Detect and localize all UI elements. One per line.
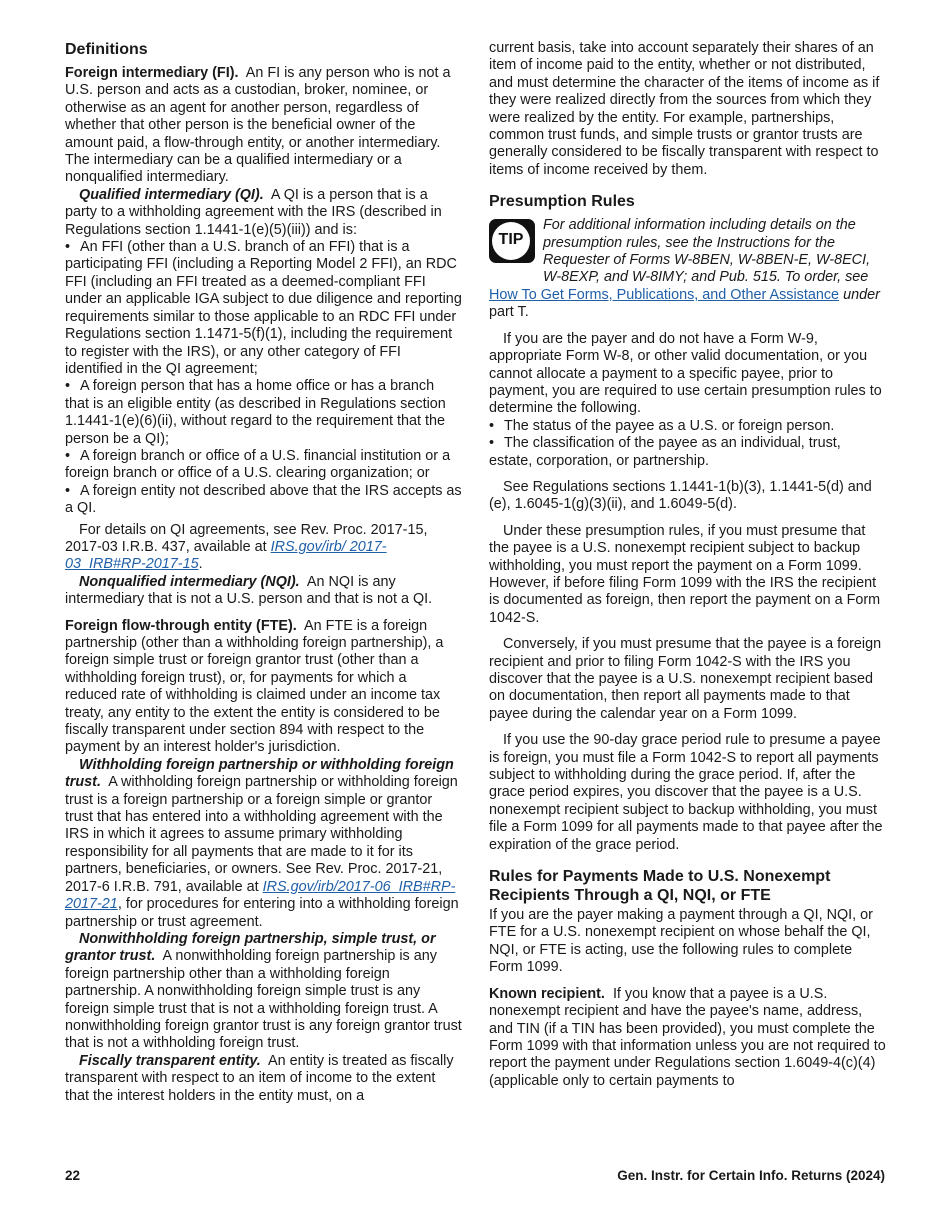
qi-bullet-2: • A foreign person that has a home office or has a branch that is an eligible entity (as described in Regulations section 1.1441-1(e)(6)(ii), without regard to the requirement that the person be a QI); bbox=[65, 378, 446, 447]
presumption-paragraph-5: If you use the 90-day grace period rule to presume a payee is foreign, you must file a Form 1042-S to report all payments subject to withholding during the grace period. If, after the grace period expires, you discover that the payee is a U.S. nonexempt recipient subject to backup withholding, you must file a Form 1099 for all payments made to that payee after the expiration of the grace period. bbox=[489, 732, 883, 853]
fi-term: Foreign intermediary (FI). bbox=[65, 65, 239, 81]
fi-definition bbox=[65, 65, 462, 187]
rules-paragraph: If you are the payer making a payment through a QI, NQI, or FTE for a U.S. nonexempt recipient on whose behalf the QI, NQI, or FTE is acting, use the following rules to complete Form 1099. bbox=[489, 907, 873, 976]
presumption-rules-heading: Presumption Rules bbox=[489, 193, 635, 211]
presumption-paragraph-2: See Regulations sections 1.1441-1(b)(3), 1.1441-5(d) and (e), 1.6045-1(g)(3)(ii), and 1.6049-5(d). bbox=[489, 478, 872, 513]
presumption-paragraph-4: Conversely, if you must presume that the payee is a foreign recipient and prior to filing Form 1042-S with the IRS you discover that the payee is a U.S. nonexempt recipient based on documentation, then report all payments made to that payee during the calendar year on a Form 1099. bbox=[489, 636, 882, 722]
qi-bullet-4: • A foreign entity not described above that the IRS accepts as a QI. bbox=[65, 482, 462, 517]
right-column bbox=[489, 40, 886, 1090]
tip-icon: TIP bbox=[489, 219, 535, 263]
fiscally-transparent-definition: Fiscally transparent entity. An entity is treated as fiscally transparent with respect to an item of income to the extent that the interest holders in the entity must, on a bbox=[65, 1052, 454, 1104]
known-recipient-term: Known recipient. bbox=[489, 985, 605, 1002]
nqi-term: Nonqualified intermediary (NQI). bbox=[79, 573, 300, 590]
bullet-icon: • bbox=[65, 378, 71, 395]
fi-text: An FI is any person who is not a U.S. person and acts as a custodian, broker, nominee, or otherwise as an agent for another person, regardless of whether that other person is the beneficial owner of the amount paid, a flow-through entity, or another intermediary. The intermediary can be a qualified intermediary or a nonqualified intermediary. bbox=[65, 65, 451, 186]
page-number: 22 bbox=[65, 1168, 81, 1183]
qi-term: Qualified intermediary (QI). bbox=[79, 186, 264, 203]
presumption-paragraph-1: If you are the payer and do not have a Form W-9, appropriate Form W-8, or other valid documentation, or you cannot allocate a payment to a specific payee, prior to payment, you are required to use certain presumption rules to determine the following. bbox=[489, 330, 882, 417]
qi-definition bbox=[65, 187, 462, 239]
fte-term: Foreign flow-through entity (FTE). bbox=[65, 617, 297, 634]
footer-title: Gen. Instr. for Certain Info. Returns (2024) bbox=[617, 1168, 885, 1183]
bullet-icon: • bbox=[489, 435, 495, 452]
rp-2017-21-link[interactable]: IRS.gov/irb/2017-06_IRB#RP-2017-21 bbox=[65, 878, 456, 913]
bullet-icon: • bbox=[489, 417, 495, 434]
fte-definition: Foreign flow-through entity (FTE). An FTE is a foreign partnership (other than a withholding foreign partnership), a foreign simple trust or foreign grantor trust (other than a withholding foreign trust), or, for payments for which a reduced rate of withholding is claimed under an income tax treaty, any entity to the extent the entity is considered to be fiscally transparent under section 894 with respect to the payment by an interest holder's jurisdiction. bbox=[65, 617, 444, 756]
wfp-term: Withholding foreign partnership or withholding foreign trust. bbox=[65, 756, 454, 791]
presumption-bullet-1: • The status of the payee as a U.S. or foreign person. bbox=[489, 417, 835, 434]
fiscally-transparent-term: Fiscally transparent entity. bbox=[79, 1052, 261, 1069]
qi-bullet-1: • An FFI (other than a U.S. branch of an FFI) that is a participating FFI (including a Reporting Model 2 FFI), an RDC FFI (including an FFI treated as a deemed-compliant FFI under an applicable IGA subject to due diligence and reporting requirements similar to those applicable to an RDC FFI under Regulations section 1.1471-5(f)(1), including the requirement to register with the IRS), or any other category of FFI identified in the QI agreement; bbox=[65, 239, 462, 377]
known-recipient: Known recipient. If you know that a payee is a U.S. nonexempt recipient and have the payee's name, address, and TIN (if a TIN has been provided), you must complete the Form 1099 with that information unless you are not required to report the payment under Regulations section 1.6049-4(c)(4) (applicable only to certain payments to bbox=[489, 985, 886, 1089]
rules-heading: Rules for Payments Made to U.S. Nonexempt Recipients Through a QI, NQI, or FTE bbox=[489, 868, 831, 905]
tip-box bbox=[489, 217, 886, 321]
tip-text: For additional information including details on the presumption rules, see the Instructions for the Requester of Forms W-8BEN, W-8BEN-E, W-8ECI, W-8EXP, and W-8IMY; and Pub. 515. To order, see How To Get Forms, Publications, and Other Assistance under part T. bbox=[489, 217, 880, 321]
qi-bullet-3: • A foreign branch or office of a U.S. financial institution or a foreign branch or office of a U.S. clearing organization; or bbox=[65, 447, 451, 482]
nwfp-definition: Nonwithholding foreign partnership, simple trust, or grantor trust. A nonwithholding foreign partnership is any foreign partnership other than a withholding foreign partnership. A nonwithholding foreign simple trust is any foreign simple trust that is not a withholding foreign trust. A nonwithholding foreign grantor trust is any foreign grantor trust that is not a withholding foreign trust. bbox=[65, 930, 462, 1052]
wfp-definition: Withholding foreign partnership or withholding foreign trust. A withholding foreign partnership or withholding foreign trust is a foreign partnership or a foreign simple or grantor trust that has entered into a withholding agreement with the IRS in which it agrees to assume primary withholding responsibility for all payments that are made to it for its partners, beneficiaries, or owners. See Rev. Proc. 2017-21, 2017-6 I.R.B. 791, available at IRS.gov/irb/2017-06_IRB#RP-2017-21, for procedures for entering into a withholding foreign partnership or trust agreement. bbox=[65, 756, 459, 930]
fiscally-transparent-continued: current basis, take into account separately their shares of an item of income paid to the entity, whether or not distributed, and must determine the character of the items of income as if they were realized directly from the sources from which they were realized by the entity. For example, partnerships, common trust funds, and simple trusts or grantor trusts are generally considered to be fiscally transparent with respect to items of income received by them. bbox=[489, 40, 880, 178]
presumption-paragraph-3: Under these presumption rules, if you must presume that the payee is a U.S. nonexempt recipient subject to backup withholding, you must report the payment on a Form 1099. However, if before filing Form 1099 with the IRS the recipient is documented as foreign, then report the payment on a Form 1042-S. bbox=[489, 522, 881, 626]
definitions-heading: Definitions bbox=[65, 41, 148, 58]
presumption-bullet-2: • The classification of the payee as an individual, trust, estate, corporation, or partnership. bbox=[489, 435, 841, 469]
qi-details: For details on QI agreements, see Rev. Proc. 2017-15, 2017-03 I.R.B. 437, available at IRS.gov/irb/ 2017-03_IRB#RP-2017-15. bbox=[65, 521, 428, 573]
left-column bbox=[65, 40, 462, 1105]
nqi-definition: Nonqualified intermediary (NQI). An NQI is any intermediary that is not a U.S. person and that is not a QI. bbox=[65, 573, 433, 608]
nwfp-term: Nonwithholding foreign partnership, simple trust, or grantor trust. bbox=[65, 930, 436, 965]
bullet-icon: • bbox=[65, 447, 71, 464]
bullet-icon: • bbox=[65, 239, 71, 256]
rp-2017-15-link[interactable]: IRS.gov/irb/ 2017-03_IRB#RP-2017-15 bbox=[65, 538, 387, 573]
how-to-get-forms-link[interactable]: How To Get Forms, Publications, and Other Assistance bbox=[489, 286, 840, 303]
qi-text: A QI is a person that is a party to a withholding agreement with the IRS (described in Regulations section 1.1441-1(e)(5)(iii)) and is: bbox=[65, 186, 442, 238]
bullet-icon: • bbox=[65, 482, 71, 499]
